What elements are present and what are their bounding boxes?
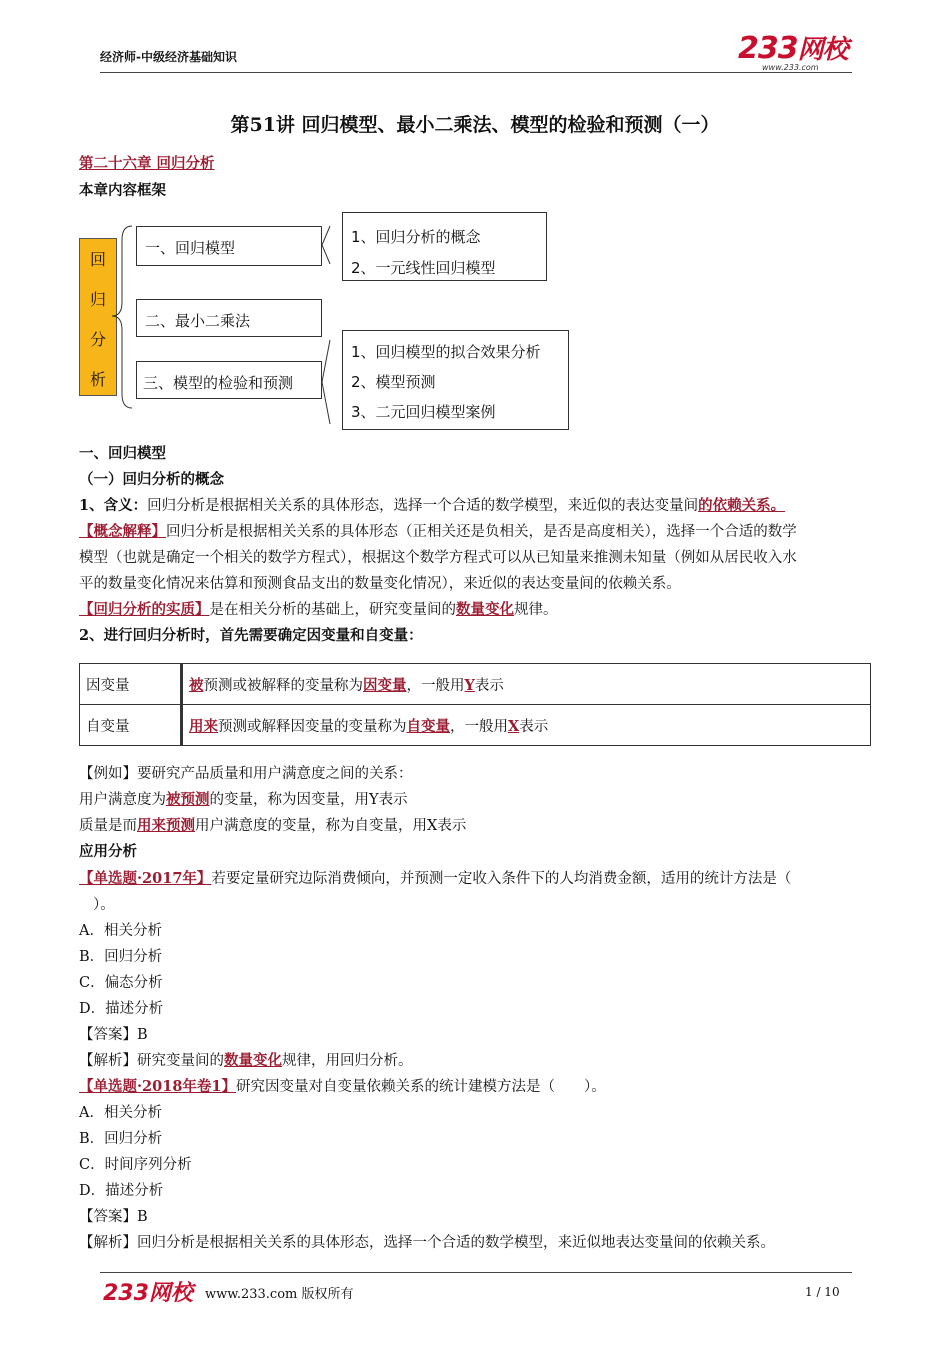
answer-line: 【答案】B bbox=[79, 1027, 148, 1043]
section-heading: 一、回归模型 bbox=[79, 445, 166, 462]
root-char: 析 bbox=[89, 370, 106, 389]
sub-item: 1、回归模型的拟合效果分析 bbox=[351, 343, 541, 361]
option-item: B．回归分析 bbox=[79, 1131, 163, 1147]
table-cell: 被预测或被解释的变量称为因变量，一般用Y表示 bbox=[182, 664, 871, 705]
sub-box-test bbox=[342, 330, 569, 430]
table-cell: 自变量 bbox=[80, 705, 182, 746]
subsection-heading: （一）回归分析的概念 bbox=[79, 471, 224, 488]
logo-word: 网校 bbox=[797, 35, 848, 65]
example-line: 【例如】要研究产品质量和用户满意度之间的关系： bbox=[79, 766, 413, 782]
table-row bbox=[80, 664, 871, 705]
option-item: A．相关分析 bbox=[79, 923, 162, 939]
header-subject: 经济师-中级经济基础知识 bbox=[100, 50, 237, 64]
explanation-line: 【解析】回归分析是根据相关关系的具体形态，选择一个合适的数学模型，来近似地表达变量间的依赖关系。 bbox=[79, 1235, 775, 1251]
option-item: D．描述分析 bbox=[79, 1183, 164, 1199]
sub-box-regression bbox=[342, 212, 547, 281]
essence-line: 【回归分析的实质】是在相关分析的基础上，研究变量间的数量变化规律。 bbox=[79, 601, 558, 618]
logo-url: www.233.com bbox=[762, 63, 819, 72]
footer-divider bbox=[100, 1272, 852, 1273]
logo-number: 233 bbox=[738, 31, 798, 66]
branch-least-squares: 二、最小二乘法 bbox=[136, 299, 322, 337]
option-item: C．偏态分析 bbox=[79, 975, 163, 991]
branch-regression-model: 一、回归模型 bbox=[136, 226, 322, 266]
concept-line: 平的数量变化情况来估算和预测食品支出的数量变化情况），来近似的表达变量间的依赖关系。 bbox=[79, 576, 681, 592]
example-line: 质量是而用来预测用户满意度的变量，称为自变量，用X表示 bbox=[79, 817, 467, 834]
table-row bbox=[80, 705, 871, 746]
definition: 1、含义：回归分析是根据相关关系的具体形态，选择一个合适的数学模型，来近似的表达变量间的依赖关系。 bbox=[79, 497, 786, 514]
answer-line: 【答案】B bbox=[79, 1209, 148, 1225]
explanation-line: 【解析】研究变量间的数量变化规律，用回归分析。 bbox=[79, 1052, 413, 1069]
variable-table bbox=[79, 663, 871, 746]
option-item: C．时间序列分析 bbox=[79, 1157, 192, 1173]
question-1-stem: 【单选题·2017年】若要定量研究边际消费倾向，并预测一定收入条件下的人均消费金额，适用的统计方法是（ bbox=[79, 870, 792, 887]
sub-item: 2、模型预测 bbox=[351, 373, 436, 391]
root-char: 回 bbox=[89, 250, 106, 269]
chapter-heading: 第二十六章 回归分析 bbox=[79, 155, 215, 172]
option-item: B．回归分析 bbox=[79, 949, 163, 965]
page-title: 第51讲 回归模型、最小二乘法、模型的检验和预测（一） bbox=[230, 114, 720, 136]
question-1-stem-cont: ）。 bbox=[93, 897, 115, 913]
branch-model-test: 三、模型的检验和预测 bbox=[136, 361, 322, 399]
table-cell: 因变量 bbox=[80, 664, 182, 705]
page-number: 1 / 10 bbox=[805, 1285, 840, 1299]
footer-logo: 233网校 bbox=[103, 1281, 193, 1306]
point-two: 2、进行回归分析时，首先需要确定因变量和自变量： bbox=[79, 627, 423, 644]
example-line: 用户满意度为被预测的变量，称为因变量，用Y表示 bbox=[79, 791, 408, 808]
option-item: D．描述分析 bbox=[79, 1001, 164, 1017]
sub-item: 1、回归分析的概念 bbox=[351, 228, 481, 246]
framework-label: 本章内容框架 bbox=[79, 182, 166, 199]
sub-item: 3、二元回归模型案例 bbox=[351, 403, 496, 421]
concept-line: 【概念解释】回归分析是根据相关关系的具体形态（正相关还是负相关，是否是高度相关），选择一个合适的数学 bbox=[79, 523, 797, 540]
root-char: 分 bbox=[89, 330, 106, 349]
question-2-stem: 【单选题·2018年卷1】研究因变量对自变量依赖关系的统计建模方法是（ ）。 bbox=[79, 1078, 606, 1095]
table-cell: 用来预测或解释因变量的变量称为自变量，一般用X表示 bbox=[182, 705, 871, 746]
concept-line: 模型（也就是确定一个相关的数学方程式），根据这个数学方程式可以从已知量来推测未知量（例如从居民收入水 bbox=[79, 550, 797, 566]
footer-copyright: www.233.com 版权所有 bbox=[205, 1287, 354, 1302]
sub-item: 2、一元线性回归模型 bbox=[351, 259, 496, 277]
root-char: 归 bbox=[89, 290, 106, 309]
option-item: A．相关分析 bbox=[79, 1105, 162, 1121]
apply-heading: 应用分析 bbox=[79, 843, 137, 860]
